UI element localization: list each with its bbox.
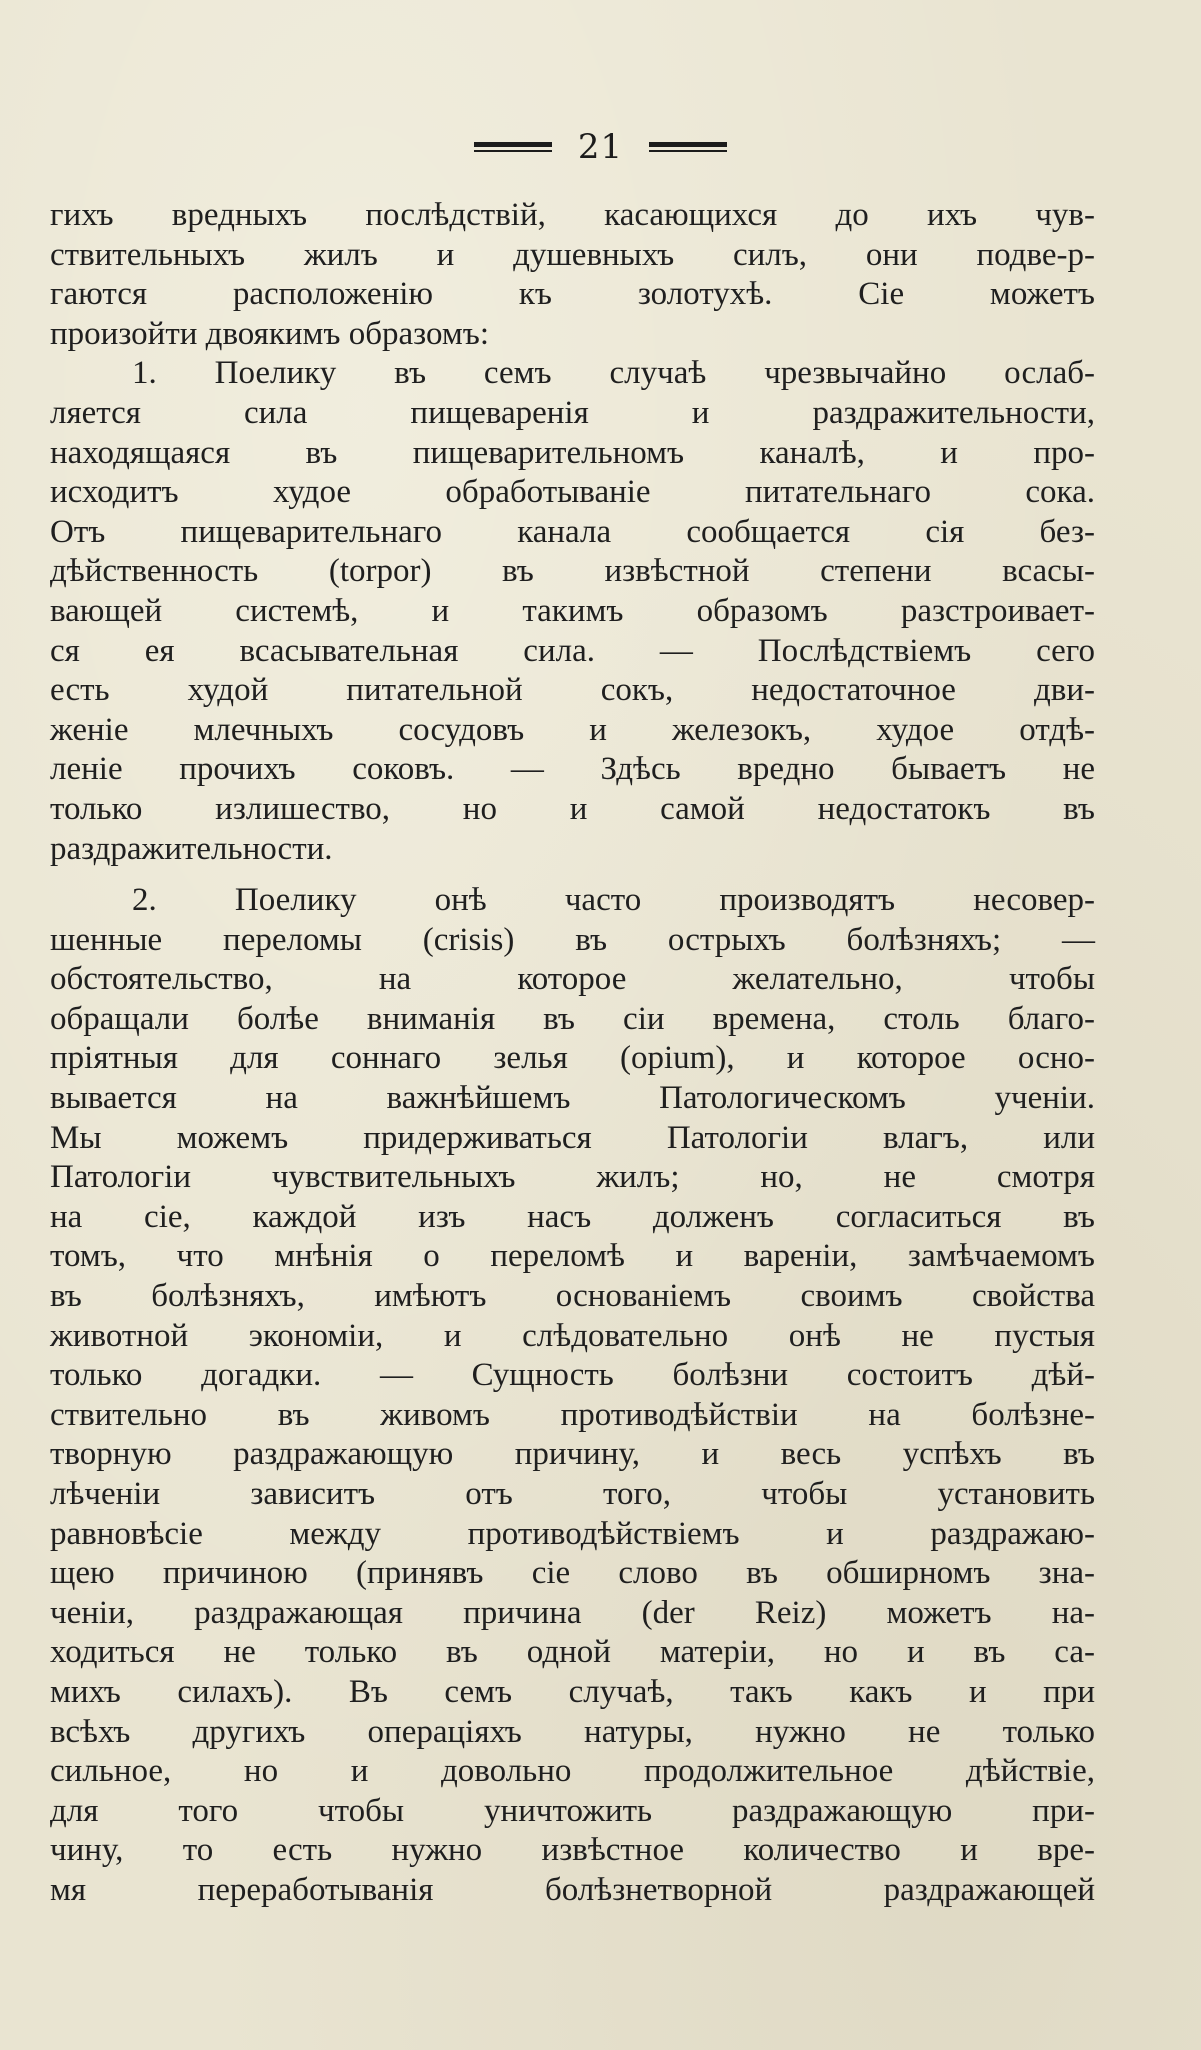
paragraph-2 [50, 354, 1095, 869]
text-line: 2. Поелику онѣ часто производятъ несовер- [132, 882, 1095, 919]
header-rule-right [649, 141, 727, 153]
text-line: 1. Поелику въ семъ случаѣ чрезвычайно ослаб- [132, 355, 1095, 392]
paragraph-3 [50, 881, 1095, 1910]
text-line: всѣхъ другихъ операціяхъ натуры, нужно не только [50, 1713, 1095, 1750]
text-line: произойти двоякимъ образомъ: [50, 315, 490, 352]
text-line: Патологіи чувствительныхъ жилъ; но, не смотря [50, 1159, 1095, 1196]
text-line: равновѣсіе между противодѣйствіемъ и раздражаю- [50, 1515, 1095, 1552]
text-line: находящаяся въ пищеварительномъ каналѣ, и про- [50, 434, 1095, 471]
text-line: гихъ вредныхъ послѣдствій, касающихся до ихъ чув- [50, 197, 1095, 233]
paragraph-1 [50, 196, 1095, 354]
text-line: творную раздражающую причину, и весь успѣхъ въ [50, 1436, 1095, 1473]
text-line: михъ силахъ). Въ семъ случаѣ, такъ какъ и при [50, 1673, 1095, 1710]
text-line: ся ея всасывательная сила. — Послѣдствіемъ сего [50, 632, 1095, 669]
text-line: мя переработыванія болѣзнетворной раздражающей [50, 1871, 1095, 1908]
text-line: женіе млечныхъ сосудовъ и железокъ, худое отдѣ- [50, 711, 1095, 748]
text-line: сильное, но и довольно продолжительное дѣйствіе, [50, 1753, 1095, 1790]
text-line: для того чтобы уничтожить раздражающую при- [50, 1792, 1095, 1829]
text-line: вающей системѣ, и такимъ образомъ разстроивает- [50, 592, 1095, 629]
text-line: только излишество, но и самой недостатокъ въ [50, 790, 1095, 827]
page-header [0, 122, 1201, 172]
text-line: на сіе, каждой изъ насъ долженъ согласиться въ [50, 1198, 1095, 1235]
text-line: леніе прочихъ соковъ. — Здѣсь вредно бываетъ не [50, 751, 1095, 788]
text-line: обращали болѣе вниманія въ сіи времена, столь благо- [50, 1000, 1095, 1037]
text-line: ляется сила пищеваренія и раздражительности, [50, 394, 1095, 431]
text-line: Мы можемъ придерживаться Патологіи влагъ, или [50, 1119, 1095, 1156]
text-line: пріятныя для соннаго зелья (opium), и которое осно- [50, 1040, 1095, 1077]
text-line: дѣйственность (torpor) въ извѣстной степени всасы- [50, 553, 1095, 590]
text-line: есть худой питательной сокъ, недостаточное дви- [50, 672, 1095, 709]
text-line: въ болѣзняхъ, имѣютъ основаніемъ своимъ свойства [50, 1278, 1095, 1315]
body-text [50, 196, 1095, 1911]
text-line: вывается на важнѣйшемъ Патологическомъ ученіи. [50, 1080, 1095, 1117]
header-rule-left [474, 141, 552, 153]
text-line: только догадки. — Сущность болѣзни состоитъ дѣй- [50, 1357, 1095, 1394]
text-line: шенные переломы (crisis) въ острыхъ болѣзняхъ; — [50, 921, 1095, 958]
paragraph-gap [50, 869, 1095, 881]
text-line: чину, то есть нужно извѣстное количество и вре- [50, 1832, 1095, 1869]
text-line: ченіи, раздражающая причина (der Reiz) можетъ на- [50, 1594, 1095, 1631]
page-number: 21 [577, 127, 624, 167]
text-line: исходитъ худое обработываніе питательнаго сока. [50, 474, 1095, 511]
text-line: ходиться не только въ одной матеріи, но и въ са- [50, 1634, 1095, 1671]
text-line: животной экономіи, и слѣдовательно онѣ не пустыя [50, 1317, 1095, 1354]
text-line: лѣченіи зависитъ отъ того, чтобы установить [50, 1476, 1095, 1512]
text-line: Отъ пищеварительнаго канала сообщается сія без- [50, 513, 1095, 550]
text-line: гаются расположенію къ золотухѣ. Сіе можетъ [50, 276, 1095, 313]
text-line: обстоятельство, на которое желательно, чтобы [50, 961, 1095, 998]
text-line: ствительныхъ жилъ и душевныхъ силъ, они подве-р- [50, 236, 1095, 273]
text-line: томъ, что мнѣнія о переломѣ и вареніи, замѣчаемомъ [50, 1238, 1095, 1275]
text-line: щею причиною (принявъ сіе слово въ обширномъ зна- [50, 1555, 1095, 1592]
text-line: раздражительности. [50, 830, 333, 867]
text-line: ствительно въ живомъ противодѣйствіи на болѣзне- [50, 1396, 1095, 1433]
